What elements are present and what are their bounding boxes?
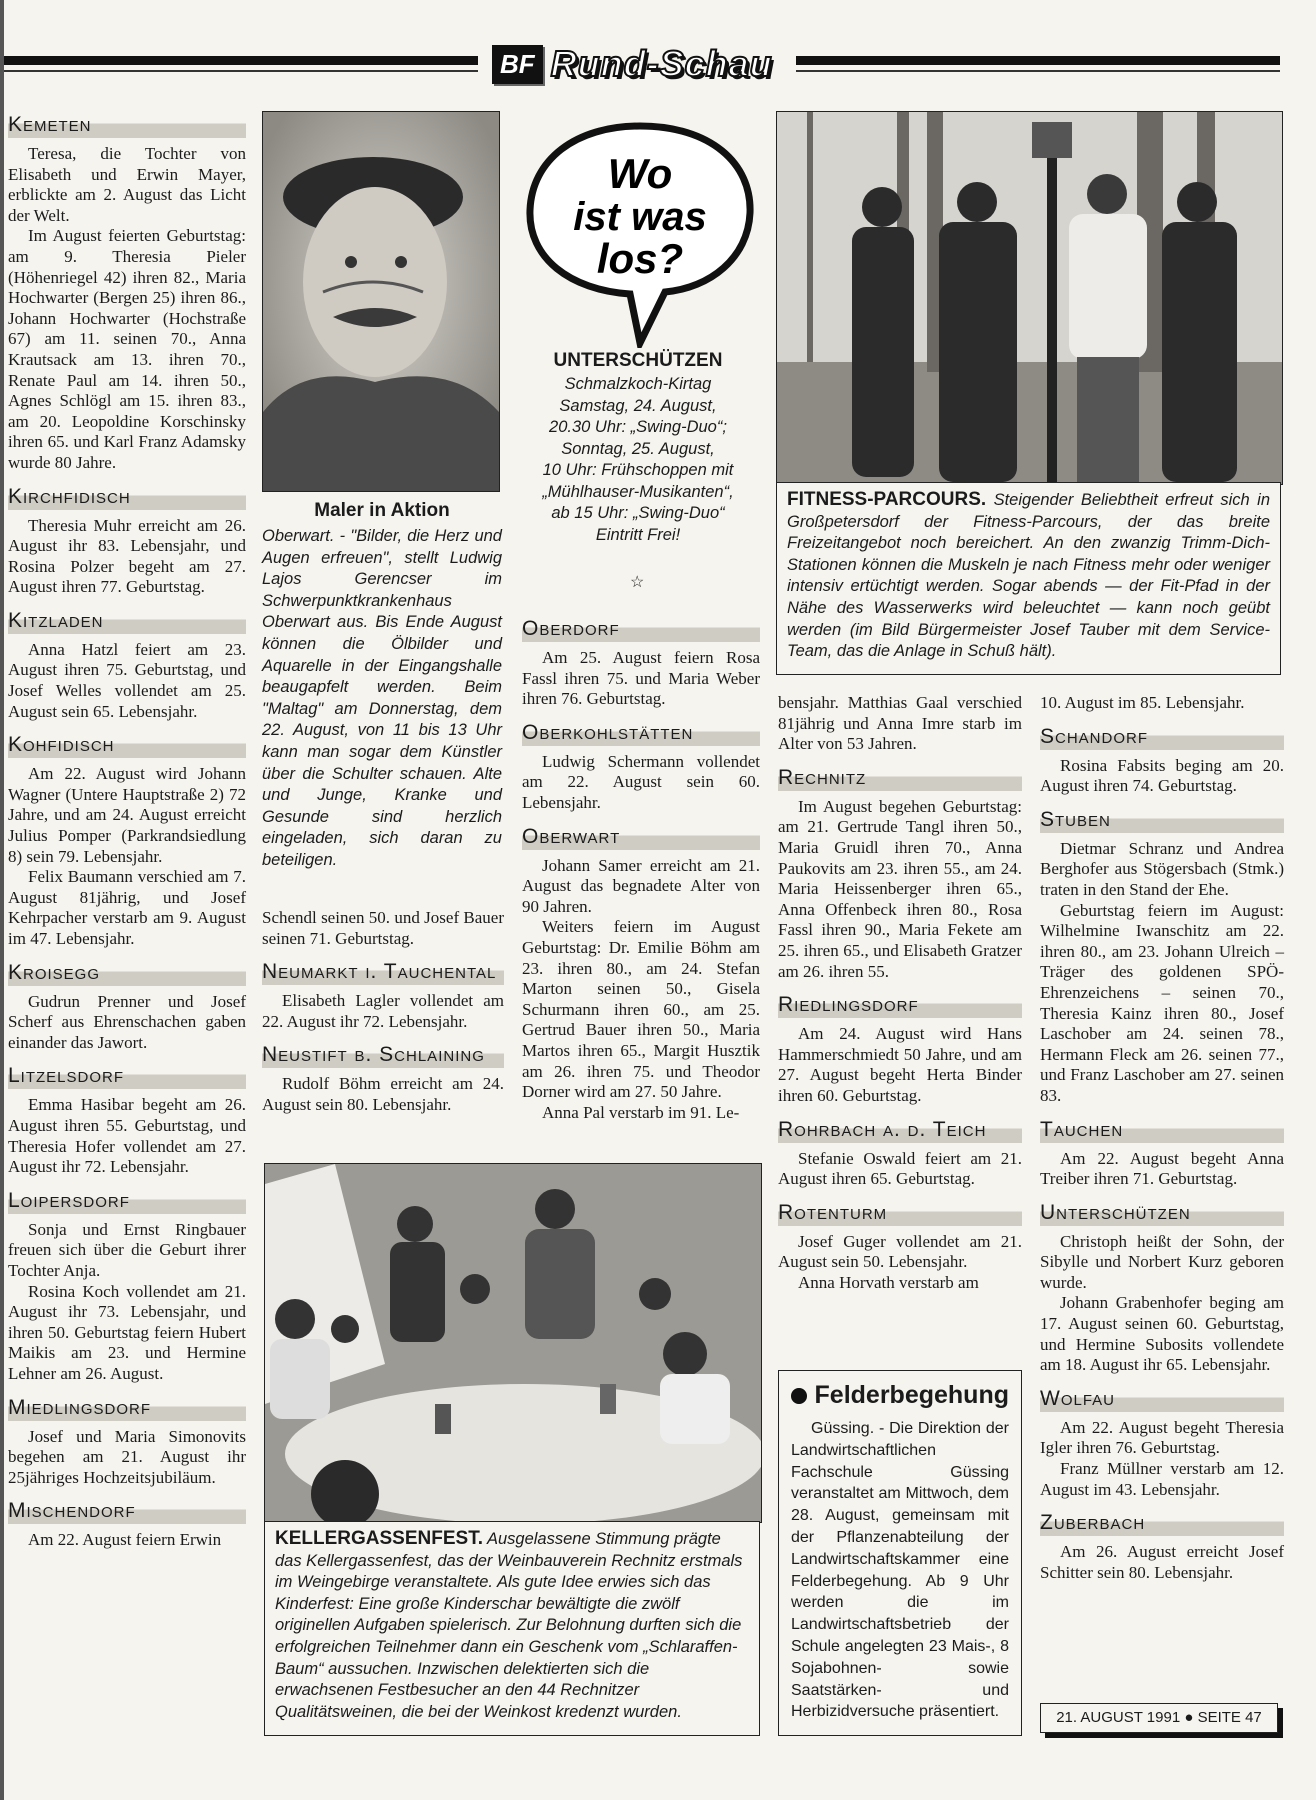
article-paragraph: Anna Hatzl feiert am 23. August ihren 75. Geburtstag, und Josef Welles vollendet am 25. August sein 65. Lebensjahr. [8, 639, 246, 721]
town-heading: Loipersdorf [8, 1188, 246, 1214]
event-line: 10 Uhr: Frühschoppen mit [542, 461, 734, 479]
box-text: Güssing. - Die Direktion der Landwirtschaftlichen Fachschule Güssing veranstaltet am Mittwoch, dem 28. August, gemeinsam mit der Pflanzenabteilung der Landwirtschaftskammer eine Felderbegehung. Ab 9 Uhr werden die im Landwirtschaftsbetrieb der Schule angelegten 23 Mais-, 8 Sojabohnen- sowie Saatstärken- und Herbizidversuche präsentiert. [791, 1420, 1009, 1721]
issue-date: 21. AUGUST 1991 [1056, 1709, 1181, 1726]
article-paragraph: Theresia Muhr erreicht am 26. August ihr 83. Lebensjahr, und Rosina Polzer begeht am 27. August ihren 77. Geburtstag. [8, 515, 246, 597]
speech-bubble-graphic [520, 118, 760, 348]
article-paragraph: Ludwig Schermann vollendet am 22. August sein 60. Lebensjahr. [522, 751, 760, 812]
article-paragraph: Am 22. August feiern Erwin [28, 1530, 222, 1550]
article-paragraph: Dietmar Schranz und Andrea Berghofer aus Stögersbach (Stmk.) traten in den Stand der Ehe. [1040, 838, 1284, 899]
town-heading: Tauchen [1040, 1117, 1284, 1143]
bubble-line-2: ist was [573, 195, 707, 239]
article-paragraph: Schendl seinen 50. und Josef Bauer seinen 71. Geburtstag. [262, 908, 504, 948]
event-listing [516, 350, 760, 546]
article-paragraph: Am 22. August wird Johann Wagner (Untere Hauptstraße 2) 72 Jahre, und am 24. August erreicht Julius Pomper (Parkrandsiedlung 8) sein 79. Lebensjahr. [8, 764, 246, 866]
event-line: 20.30 Uhr: „Swing-Duo“; [549, 418, 727, 436]
event-line: Sonntag, 25. August, [561, 439, 715, 458]
caption-title: Maler in Aktion [314, 500, 450, 521]
article-paragraph: Josef Guger vollendet am 21. August sein 50. Lebensjahr. [778, 1231, 1022, 1272]
event-line: Eintritt Frei! [595, 525, 681, 544]
town-heading: Kirchfidisch [8, 484, 246, 510]
town-heading: Riedlingsdorf [778, 992, 1022, 1018]
article-paragraph: Gudrun Prenner und Josef Scherf aus Ehrenschachen gaben einander das Jawort. [8, 991, 246, 1052]
article-paragraph: Johann Grabenhofer beging am 17. August seinen 60. Geburtstag, und Hermine Subosits vollendete am 18. August ihr 65. Lebensjahr. [1040, 1293, 1284, 1375]
column-1 [8, 112, 246, 1551]
star-divider-icon: ☆ [630, 574, 645, 591]
article-paragraph: Teresa, die Tochter von Elisabeth und Erwin Mayer, erblickte am 2. August das Licht der Welt. [8, 144, 246, 225]
town-heading: Miedlingsdorf [8, 1395, 246, 1421]
town-heading: Oberdorf [522, 616, 760, 642]
article-paragraph: Am 26. August erreicht Josef Schitter sein 80. Lebensjahr. [1040, 1542, 1284, 1582]
article-paragraph: 10. August im 85. Lebensjahr. [1040, 693, 1245, 712]
town-heading: Neumarkt i. Tauchental [262, 959, 504, 985]
caption-text: Ausgelassene Stimmung prägte das Kellergassenfest, das der Weinbauverein Rechnitz erstmals im Weingebirge veranstaltete. Als gute Idee erwies sich das Kinderfest: Eine große Kinderschar bewältigte die zwölf originellen Aufgaben spielerisch. Zur Belohnung durften sich die erfolgreichen Teilnehmer dann ein Geschenk vom „Schlaraffen-Baum“ aussuchen. Inzwischen delektierten sich die erwachsenen Festbesucher an den 44 Rechnitzer Qualitätsweinen, die bei der Weinkost kredenzt wurden. [275, 1530, 743, 1721]
article-paragraph: Am 22. August begeht Theresia Igler ihren 76. Geburtstag. [1040, 1417, 1284, 1458]
article-paragraph: Am 22. August begeht Anna Treiber ihren 71. Geburtstag. [1040, 1148, 1284, 1189]
masthead-rule-right [796, 56, 1280, 65]
caption-label: KELLERGASSENFEST. [275, 1528, 483, 1549]
photo-kellergassenfest [264, 1163, 762, 1523]
article-paragraph: Rudolf Böhm erreicht am 24. August sein 80. Lebensjahr. [262, 1074, 504, 1114]
event-line: „Mühlhauser-Musikanten“, [542, 482, 734, 501]
felderbegehung-box [778, 1370, 1022, 1736]
article-paragraph: Emma Hasibar begeht am 26. August ihren 55. Geburtstag, und Theresia Hofer vollendet am 27. August ihr 72. Lebensjahr. [8, 1095, 246, 1177]
bullet-icon [791, 1388, 807, 1404]
town-heading: Mischendorf [8, 1498, 246, 1524]
photo-fitness-team [776, 111, 1283, 485]
masthead-thin-rule-right [796, 70, 1280, 72]
caption-label: FITNESS-PARCOURS. [787, 489, 987, 510]
article-paragraph: Im August feierten Geburtstag: am 9. Theresia Pieler (Höhenriegel 42) ihren 82., Maria Hochwarter (Bergen 25) ihren 86., Johann Hochwarter (Hochstraße 67) am 11. seinen 70., Anna Krautsack am 13. ihren 70., Renate Paul am 14. ihren 50., Agnes Schlögl am 15. ihren 83., am 20. Leopoldine Korschinsky ihren 65. und Karl Franz Adamsky wurde 80 Jahre. [8, 226, 246, 472]
caption-text: Oberwart. - "Bilder, die Herz und Augen erfreuen", stellt Ludwig Lajos Gerencser im Schwerpunktkrankenhaus Oberwart aus. Bis Ende August können die Ölbilder und Aquarelle in der Eingangshalle beaugapfelt werden. Beim "Maltag" am Donnerstag, dem 22. August, von 11 bis 13 Uhr kann man sogar dem Künstler über die Schulter schauen. Alte und Junge, Kranke und Gesunde sind herzlich eingeladen, sich daran zu beteiligen. [262, 527, 502, 869]
logo-title: Rund-Schau [550, 43, 773, 84]
event-title: UNTERSCHÜTZEN [553, 350, 723, 371]
town-heading: Unterschützen [1040, 1200, 1284, 1226]
town-heading: Kitzladen [8, 608, 246, 634]
box-title: Felderbegehung [814, 1381, 1009, 1409]
article-paragraph: Franz Müllner verstarb am 12. August im 43. Lebensjahr. [1040, 1459, 1284, 1499]
fitness-caption [776, 482, 1281, 675]
town-heading: Kemeten [8, 112, 246, 138]
article-paragraph: Elisabeth Lagler vollendet am 22. August ihr 72. Lebensjahr. [262, 991, 504, 1031]
scan-edge [0, 0, 4, 1800]
town-heading: Rohrbach a. d. Teich [778, 1117, 1022, 1143]
article-paragraph: Josef und Maria Simonovits begehen am 21. August ihr 25jähriges Hochzeitsjubiläum. [8, 1426, 246, 1487]
article-paragraph: bensjahr. Matthias Gaal verschied 81jährig und Anna Imre starb im Alter von 53 Jahren. [778, 693, 1022, 754]
town-heading: Zuberbach [1040, 1510, 1284, 1536]
town-heading: Neustift b. Schlaining [262, 1042, 504, 1068]
article-paragraph: Anna Pal verstarb im 91. Le- [542, 1102, 740, 1122]
bubble-line-3: los? [596, 235, 684, 282]
article-paragraph: Rosina Koch vollendet am 21. August ihr 73. Lebensjahr, und ihren 50. Geburtstag feiern Hubert Maikis am 23. und Hermine Lehner am 26. August. [8, 1281, 246, 1383]
town-heading: Stuben [1040, 807, 1284, 833]
photo-painter-portrait [262, 111, 500, 492]
town-heading: Litzelsdorf [8, 1063, 246, 1089]
town-heading: Wolfau [1040, 1386, 1284, 1412]
article-paragraph: Johann Samer erreicht am 21. August das begnadete Alter von 90 Jahren. [522, 855, 760, 916]
article-paragraph: Geburtstag feiern im August: Wilhelmine Iwanschitz am 22. ihren 80., am 23. Johann Ulreich – Träger des goldenen SPÖ-Ehrenzeichens – seinen 70., Theresia Kainz ihren 80., Josef Laschober am 24. seinen 78., Hermann Fleck am 26. seinen 77., und Franz Laschober am 27. seinen 83. [1040, 900, 1284, 1105]
town-heading: Schandorf [1040, 724, 1284, 750]
town-heading: Kroisegg [8, 960, 246, 986]
bubble-line-1: Wo [607, 150, 673, 197]
town-heading: Rotenturm [778, 1200, 1022, 1226]
article-paragraph: Christoph heißt der Sohn, der Sibylle und Norbert Kurz geboren wurde. [1040, 1231, 1284, 1292]
section-logo [492, 44, 773, 84]
painter-caption [262, 500, 502, 872]
article-paragraph: Felix Baumann verschied am 7. August 81jährig, und Josef Kehrpacher verstarb am 9. August im 47. Lebensjahr. [8, 867, 246, 948]
masthead-rule-left [4, 56, 478, 65]
article-paragraph: Stefanie Oswald feiert am 21. August ihren 65. Geburtstag. [778, 1148, 1022, 1189]
article-paragraph: Am 25. August feiern Rosa Fassl ihren 75. und Maria Weber ihren 76. Geburtstag. [522, 648, 760, 709]
article-paragraph: Anna Horvath verstarb am [798, 1272, 979, 1292]
caption-text: Steigender Beliebtheit erfreut sich in Großpetersdorf der Fitness-Parcours, der das breite Freizeitangebot noch bereichert. An den zwanzig Trimm-Dich-Stationen können die Muskeln je nach Fitness mehr oder weniger intensiv ertüchtigt werden. Sogar abends — der Fit-Pfad in der Nähe des Wasserwerks wird beleuchtet — kann noch geübt werden (im Bild Bürgermeister Josef Tauber mit dem Service-Team, das die Anlage in Schuß hält). [787, 491, 1270, 661]
column-5 [1040, 693, 1284, 1583]
event-line: Samstag, 24. August, [559, 396, 717, 415]
column-4 [778, 693, 1022, 1293]
town-heading: Oberwart [522, 824, 760, 850]
event-line: Schmalzkoch-Kirtag [564, 375, 712, 393]
town-heading: Rechnitz [778, 765, 1022, 791]
article-paragraph: Am 24. August wird Hans Hammerschmiedt 50 Jahre, und am 27. August begeht Herta Binder ihren 60. Geburtstag. [778, 1024, 1022, 1105]
column-3 [522, 616, 760, 1123]
masthead-thin-rule-left [4, 70, 478, 72]
column-2 [262, 908, 504, 1116]
article-paragraph: Sonja und Ernst Ringbauer freuen sich über die Geburt ihrer Tochter Anja. [8, 1219, 246, 1280]
logo-bf: BF [492, 45, 543, 84]
town-heading: Kohfidisch [8, 732, 246, 758]
town-heading: Oberkohlstätten [522, 720, 760, 746]
page-number: SEITE 47 [1197, 1709, 1262, 1726]
kellergassenfest-caption [264, 1521, 760, 1736]
page-footer [1040, 1703, 1278, 1733]
article-paragraph: Rosina Fabsits beging am 20. August ihren 74. Geburtstag. [1040, 755, 1284, 796]
bullet-icon: ● [1184, 1709, 1194, 1726]
article-paragraph: Weiters feiern im August Geburtstag: Dr. Emilie Böhm am 23. ihren 80., am 24. Stefan Marton seinen 50., Gisela Schurmann ihren 60., am 25. Gertrud Bauer ihren 50., Maria Martos ihren 65., Margit Husztik am 26. ihren 75. und Theodor Dorner wird am 27. 50 Jahre. [522, 917, 760, 1102]
event-line: ab 15 Uhr: „Swing-Duo“ [551, 504, 725, 522]
article-paragraph: Im August begehen Geburtstag: am 21. Gertrude Tangl ihren 50., Maria Gruidl ihren 70., Anna Paukovits am 23. ihren 55., am 24. Maria Heissenberger ihren 65., Anna Offenbeck ihren 80., Rosa Fassl ihren 90., Maria Fekete am 25. ihren 65., und Elisabeth Gratzer am 26. ihren 55. [778, 796, 1022, 981]
